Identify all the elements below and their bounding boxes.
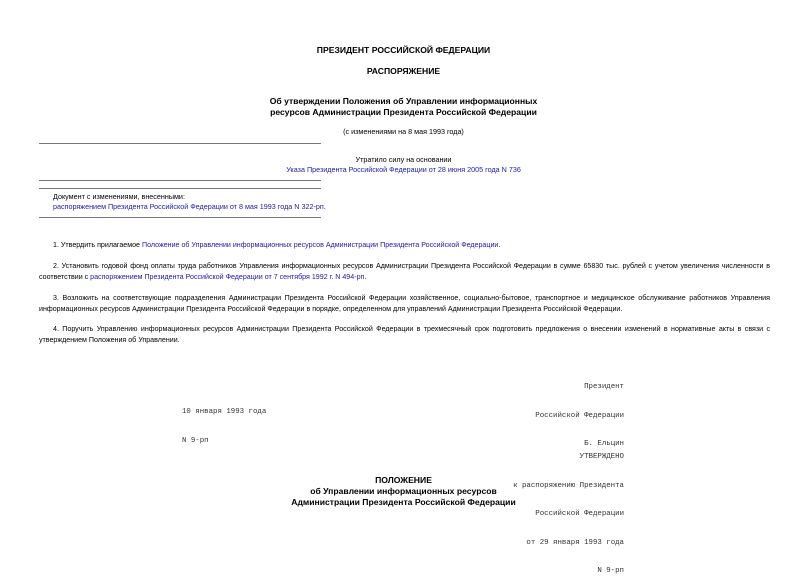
approval-line-2: к распоряжению Президента: [513, 481, 624, 490]
signature-title: Президент: [584, 383, 624, 391]
approval-title: УТВЕРЖДЕНО: [579, 453, 624, 461]
regulation-title: ПОЛОЖЕНИЕ: [375, 475, 432, 485]
paragraph-1-text: 1. Утвердить прилагаемое: [53, 241, 142, 249]
divider-2: [39, 180, 321, 181]
amending-order-link[interactable]: распоряжением Президента Российской Федерации от 8 мая 1993 года N 322-рп.: [53, 202, 326, 211]
regulation-link[interactable]: Положение об Управлении информационных ресурсов Администрации Президента Российской Федерации: [141, 241, 499, 249]
document-title-line-1: Об утверждении Положения об Управлении информационных: [269, 96, 538, 106]
approval-date: от 29 января 1993 года: [526, 538, 624, 547]
signature-title-2: Российской Федерации: [535, 411, 624, 420]
divider-1: [39, 143, 321, 144]
regulation-subtitle-1: об Управлении информационных ресурсов: [310, 486, 497, 496]
divider-3: [39, 188, 321, 189]
document-title: [0, 96, 807, 118]
approval-number: N 9-рп: [597, 567, 624, 575]
approval-block: [513, 434, 624, 586]
amendment-note: (с изменениями на 8 мая 1993 года): [343, 127, 464, 136]
date-block: [182, 389, 266, 456]
regulation-subtitle-2: Администрации Президента Российской Федерации: [291, 497, 516, 507]
document-title-line-2: ресурсов Администрации Президента Российской Федерации: [270, 107, 537, 117]
paragraph-1-end: .: [498, 241, 501, 249]
paragraph-3: 3. Возложить на соответствующие подразделения Администрации Президента Российской Федерации хозяйственное, социально-бытовое, транспортное и медицинское обслуживание работников Управления информационных ресурсов Администрации Президента Российской Федерации в порядке, определенном для управлений Администрации Президента Российской Федерации.: [39, 294, 770, 313]
doc-type-heading: РАСПОРЯЖЕНИЕ: [366, 66, 441, 76]
divider-4: [39, 217, 321, 218]
approval-line-3: Российской Федерации: [535, 510, 624, 518]
order-494-link[interactable]: распоряжением Президента Российской Федерации от 7 сентября 1992 г. N 494-рп: [90, 272, 365, 281]
status-label: Утратило силу на основании: [355, 155, 452, 164]
signature-name: Б. Ельцин: [584, 440, 624, 448]
repeal-decree-link[interactable]: Указа Президента Российской Федерации от 28 июня 2005 года N 736: [286, 165, 521, 174]
issuer-heading: ПРЕЗИДЕНТ РОССИЙСКОЙ ФЕДЕРАЦИИ: [316, 45, 491, 55]
issue-number: N 9-рп: [182, 436, 209, 445]
paragraph-1: [39, 240, 770, 251]
paragraph-2-text: 2. Установить годовой фонд оплаты труда работников Управления информационных ресурсов Администрации Президента Российской Федерации в сумме 65830 тыс. рублей с учетом увеличения численности в соответствии с: [39, 262, 770, 281]
issue-date: 10 января 1993 года: [182, 408, 267, 416]
paragraph-2-end: .: [364, 272, 367, 281]
changes-label: Документ с изменениями, внесенными:: [53, 192, 185, 201]
paragraph-2: [39, 261, 770, 282]
paragraph-4: 4. Поручить Управлению информационных ресурсов Администрации Президента Российской Федерации в трехмесячный срок подготовить предложения о внесении изменений в нормативные акты в связи с утверждением Положения об Управлении.: [39, 325, 770, 344]
regulation-heading: [0, 475, 807, 508]
